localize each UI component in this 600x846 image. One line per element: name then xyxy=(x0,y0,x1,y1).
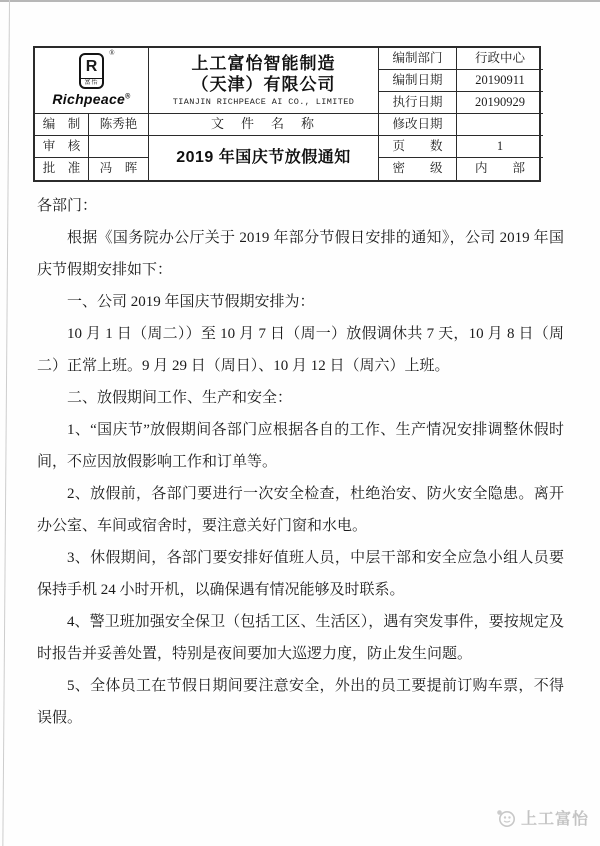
paragraph-basis: 根据《国务院办公厅关于 2019 年部分节假日安排的通知》，公司 2019 年国庆节假期安排如下： xyxy=(37,230,564,278)
salutation: 各部门： xyxy=(37,198,98,214)
approved-by-label: 批 准 xyxy=(35,158,89,180)
revision-date-label: 修改日期 xyxy=(379,114,457,136)
richpeace-r-mark-icon xyxy=(79,53,104,89)
company-name-line1: 上工富怡智能制造 xyxy=(191,54,336,74)
brand-watermark xyxy=(496,806,589,829)
prepare-date-value: 20190911 xyxy=(457,70,543,92)
effective-date-label: 执行日期 xyxy=(379,92,457,114)
prepare-dept-label: 编制部门 xyxy=(379,48,457,70)
document-header-table xyxy=(33,46,541,182)
logo-r-letter: R xyxy=(81,55,102,78)
paragraph-holiday-dates: 10 月 1 日（周二））至 10 月 7 日（周一）放假调休共 7 天，10 月 8 日（周二）正常上班。9 月 29 日（周日）、10 月 12 日（周六）上班。 xyxy=(37,326,564,374)
prepare-dept-value: 行政中心 xyxy=(457,48,543,70)
revision-date-value xyxy=(457,114,543,136)
paragraph-item3: 3、休假期间，各部门要安排好值班人员，中层干部和安全应急小组人员要保持手机 24 小时开机，以确保遇有情况能够及时联系。 xyxy=(37,550,564,598)
paragraph-section1-heading: 一、公司 2019 年国庆节假期安排为： xyxy=(67,294,315,310)
company-logo-cell xyxy=(35,48,149,114)
registered-trademark-icon: ® xyxy=(125,93,131,101)
prepared-by-label: 编 制 xyxy=(35,114,89,136)
reviewed-by-value xyxy=(89,136,149,158)
paragraph-section2-heading: 二、放假期间工作、生产和安全： xyxy=(67,390,293,406)
effective-date-value: 20190929 xyxy=(457,92,543,114)
paragraph-item1: 1、“国庆节”放假期间各部门应根据各自的工作、生产情况安排调整休假时间，不应因放假影响工作和订单等。 xyxy=(37,422,564,470)
paragraph-item2: 2、放假前，各部门要进行一次安全检查，杜绝治安、防火安全隐患。离开办公室、车间或宿舍时，要注意关好门窗和水电。 xyxy=(37,486,564,534)
brand-name xyxy=(52,92,130,107)
brand-name-text: Richpeace xyxy=(52,91,126,108)
document-title: 2019 年国庆节放假通知 xyxy=(149,136,379,180)
company-name-line2: （天津）有限公司 xyxy=(191,75,336,95)
paragraph-item5: 5、全体员工在节假日期间要注意安全，外出的员工要提前订购车票，不得误假。 xyxy=(37,678,564,726)
page-left-edge xyxy=(2,0,10,846)
company-name-cell xyxy=(149,48,379,114)
doc-name-header: 文 件 名 称 xyxy=(149,114,379,136)
prepare-date-label: 编制日期 xyxy=(379,70,457,92)
logo-subtext: 富怡 xyxy=(84,79,99,86)
reviewed-by-label: 审 核 xyxy=(35,136,89,158)
richpeace-mascot-icon xyxy=(496,808,516,828)
page-count-label: 页 数 xyxy=(379,136,457,158)
security-level-label: 密 级 xyxy=(379,158,457,180)
watermark-text: 上工富怡 xyxy=(521,811,590,828)
page-count-value: 1 xyxy=(457,136,543,158)
paragraph-item4: 4、警卫班加强安全保卫（包括工区、生活区），遇有突发事件，要按规定及时报告并妥善处置，特别是夜间要加大巡逻力度，防止发生问题。 xyxy=(37,614,564,662)
page-top-edge xyxy=(0,0,600,2)
richpeace-logo xyxy=(52,49,131,108)
document-body xyxy=(37,190,564,734)
company-name-english: TIANJIN RICHPEACE AI CO., LIMITED xyxy=(172,97,355,108)
approved-by-value: 冯 晖 xyxy=(89,158,149,180)
registered-trademark-icon: ® xyxy=(109,49,115,58)
prepared-by-value: 陈秀艳 xyxy=(89,114,149,136)
security-level-value: 内 部 xyxy=(474,161,525,176)
